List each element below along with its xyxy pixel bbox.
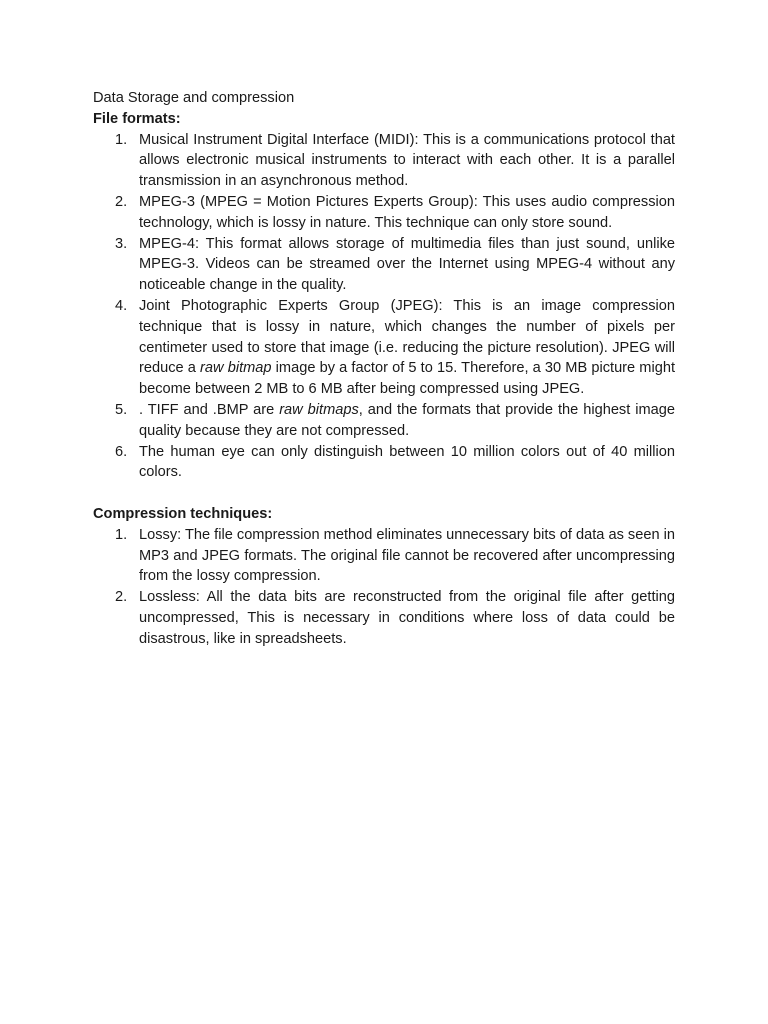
list-item xyxy=(93,130,675,192)
list-item xyxy=(93,587,675,649)
list-item-emphasis: raw bitmaps xyxy=(279,401,359,418)
list-item-number: 5. xyxy=(115,401,128,418)
list-item-number: 2. xyxy=(115,589,128,606)
list-item-text-start: Joint Photographic Experts Group (JPEG): This is an image compression technique that is lossy in nature, which changes the number of pixels per centimeter used to store that image (i.e. reducing the picture resolution). JPEG will reduce a xyxy=(139,297,675,377)
list-item xyxy=(93,192,675,234)
list-item-number: 2. xyxy=(115,193,128,210)
list-item-text: MPEG-3 (MPEG = Motion Pictures Experts Group): This uses audio compression technology, which is lossy in nature. This technique can only store sound. xyxy=(139,193,675,231)
list-item-emphasis: raw bitmap xyxy=(200,360,272,377)
file-formats-heading: File formats: xyxy=(93,110,181,127)
compression-techniques-heading: Compression techniques: xyxy=(93,505,273,522)
document-page xyxy=(93,88,675,650)
list-item xyxy=(93,400,675,442)
list-item-number: 3. xyxy=(115,235,128,252)
list-item-text: Lossy: The file compression method eliminates unnecessary bits of data as seen in MP3 and JPEG formats. The original file cannot be recovered after uncompressing from the lossy compression. xyxy=(139,526,675,585)
list-item-text: Lossless: All the data bits are reconstructed from the original file after getting uncompressed, This is necessary in conditions where loss of data could be disastrous, like in spreadsheets. xyxy=(139,589,675,647)
document-title: Data Storage and compression xyxy=(93,90,295,106)
list-item-text-start: . TIFF and .BMP are xyxy=(139,401,280,418)
list-item-text-end: , and the formats that provide the highest image quality because they are not compressed. xyxy=(139,401,675,439)
file-formats-list xyxy=(93,130,675,484)
list-item-number: 6. xyxy=(115,443,128,460)
list-item-text-end: image by a factor of 5 to 15. Therefore, a 30 MB picture might become between 2 MB to 6 MB after being compressed using JPEG. xyxy=(139,360,675,398)
list-item-number: 4. xyxy=(115,297,128,314)
list-item-number: 1. xyxy=(115,526,128,543)
list-item xyxy=(93,442,675,484)
compression-techniques-list xyxy=(93,525,675,650)
list-item xyxy=(93,234,675,296)
list-item xyxy=(93,296,675,400)
list-item-text: The human eye can only distinguish between 10 million colors out of 40 million colors. xyxy=(139,443,675,481)
list-item-text: MPEG-4: This format allows storage of multimedia files than just sound, unlike MPEG-3. Videos can be streamed over the Internet using MPEG-4 without any noticeable change in the quality. xyxy=(139,235,675,294)
list-item-number: 1. xyxy=(115,131,128,148)
list-item xyxy=(93,525,675,587)
list-item-text: Musical Instrument Digital Interface (MIDI): This is a communications protocol that allows electronic musical instruments to interact with each other. It is a parallel transmission in an asynchronous method. xyxy=(139,131,675,190)
